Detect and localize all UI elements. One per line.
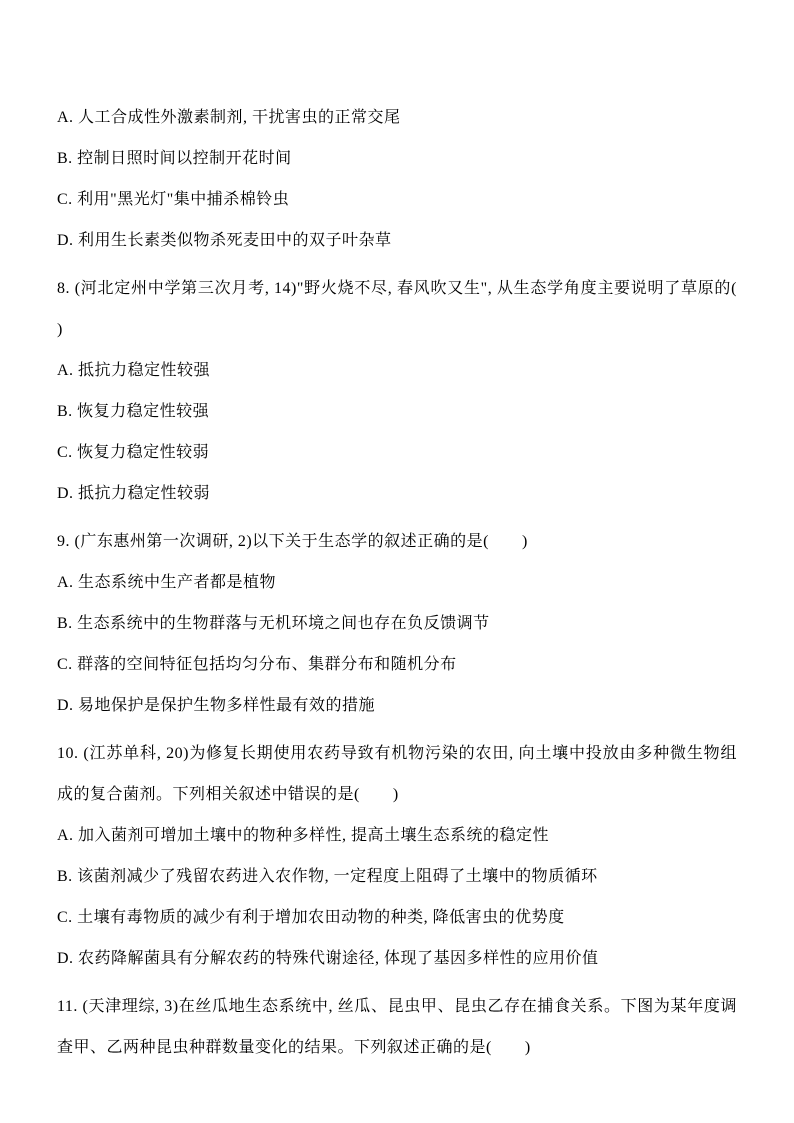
question-8-stem: 8. (河北定州中学第三次月考, 14)"野火烧不尽, 春风吹又生", 从生态学角度主要说明了草原的( ) [57, 280, 771, 338]
question-9-option-d: D. 易地保护是保护生物多样性最有效的措施 [57, 697, 376, 714]
question-8-option-b: B. 恢复力稳定性较强 [57, 403, 210, 420]
question-11-stem: 11. (天津理综, 3)在丝瓜地生态系统中, 丝瓜、昆虫甲、昆虫乙存在捕食关系。下图为某年度调查甲、乙两种昆虫种群数量变化的结果。下列叙述正确的是( ) [57, 998, 737, 1056]
question-9-option-b: B. 生态系统中的生物群落与无机环境之间也存在负反馈调节 [57, 615, 490, 632]
question-10-option-c: C. 土壤有毒物质的减少有利于增加农田动物的种类, 降低害虫的优势度 [57, 909, 565, 926]
question-10-stem: 10. (江苏单科, 20)为修复长期使用农药导致有机物污染的农田, 向土壤中投放由多种微生物组成的复合菌剂。下列相关叙述中错误的是( ) [57, 745, 737, 803]
question-9-option-c: C. 群落的空间特征包括均匀分布、集群分布和随机分布 [57, 656, 457, 673]
question-10-option-d: D. 农药降解菌具有分解农药的特殊代谢途径, 体现了基因多样性的应用价值 [57, 950, 599, 967]
question-8-option-a: A. 抵抗力稳定性较强 [57, 362, 211, 379]
question-option-d: D. 利用生长素类似物杀死麦田中的双子叶杂草 [57, 232, 392, 249]
question-10-option-a: A. 加入菌剂可增加土壤中的物种多样性, 提高土壤生态系统的稳定性 [57, 827, 550, 844]
question-8 [57, 268, 771, 514]
question-8-option-c: C. 恢复力稳定性较弱 [57, 444, 210, 461]
question-option-a: A. 人工合成性外激素制剂, 干扰害虫的正常交尾 [57, 109, 401, 126]
question-10-option-b: B. 该菌剂减少了残留农药进入农作物, 一定程度上阻碍了土壤中的物质循环 [57, 868, 598, 885]
question-option-c: C. 利用"黑光灯"集中捕杀棉铃虫 [57, 191, 290, 208]
question-8-option-d: D. 抵抗力稳定性较弱 [57, 485, 211, 502]
question-11 [57, 986, 737, 1068]
question-10 [57, 733, 737, 979]
question-9-option-a: A. 生态系统中生产者都是植物 [57, 574, 277, 591]
question-7-continuation [57, 97, 737, 261]
question-option-b: B. 控制日照时间以控制开花时间 [57, 150, 292, 167]
question-9 [57, 521, 737, 726]
question-9-stem: 9. (广东惠州第一次调研, 2)以下关于生态学的叙述正确的是( ) [57, 533, 528, 550]
